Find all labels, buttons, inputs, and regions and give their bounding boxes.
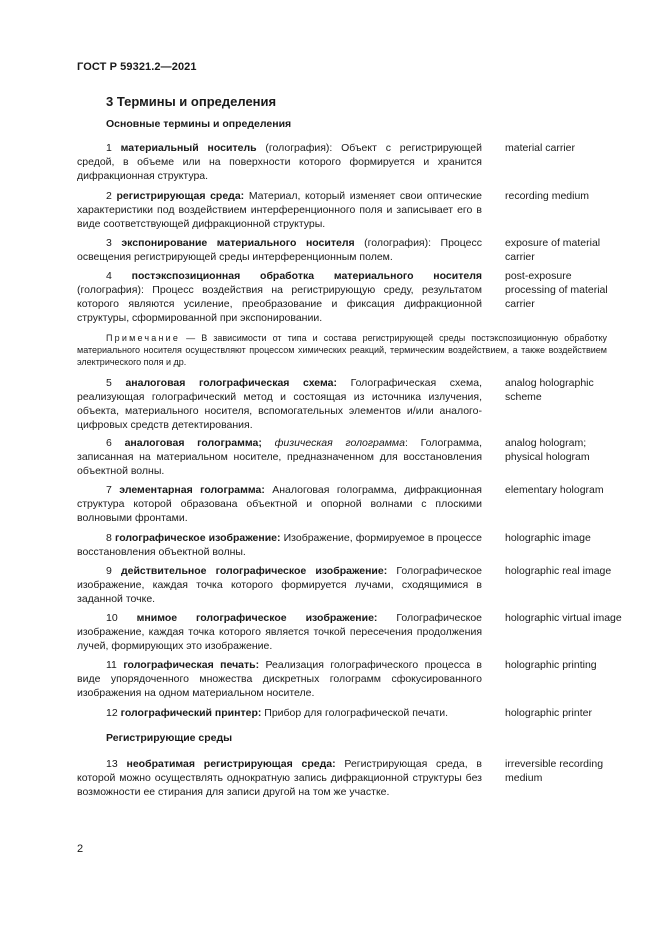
note: Примечание — В зависимости от типа и состава регистрирующей среды постэкспозиционную обработку материального носителя осуществляют процессом химических реакций, термическим воздействием, а также воздействием электрического поля и др.	[77, 333, 607, 367]
term-english: analog holographic scheme	[505, 377, 594, 403]
term-entry: 9 действительное голографическое изображение: Голографическое изображение, каждая точка которого формируется лучами, сходящимися в заданной точке.	[77, 565, 482, 605]
term-english: holographic virtual image	[505, 612, 622, 624]
term-entry: 5 аналоговая голографическая схема: Голографическая схема, реализующая голографический метод и состоящая из источника излучения, объекта, материального носителя, вспомогательных элементов и/или аналого-цифровых средств детектирования.	[77, 377, 482, 431]
term-entry: 12 голографический принтер: Прибор для голографической печати.	[106, 707, 449, 719]
term-english: exposure of material carrier	[505, 237, 601, 263]
term-english: holographic real image	[505, 565, 612, 577]
page-number: 2	[77, 843, 84, 855]
document-header: ГОСТ Р 59321.2—2021	[77, 61, 197, 73]
term-entry: 1 материальный носитель (голография): Объект с регистрирующей средой, в объеме или на поверхности которого формируется и хранится дифракционная структура.	[77, 142, 483, 182]
term-entry: 13 необратимая регистрирующая среда: Регистрирующая среда, в которой можно осуществлять однократную запись дифракционной структуры без возможности ее стирания для записи другой на том же участке.	[77, 758, 482, 798]
term-entry: 7 элементарная голограмма: Аналоговая голограмма, дифракционная структура которой образована объектной и опорной волнами с плоскими волновыми фронтами.	[77, 484, 482, 524]
term-english: irreversible recording medium	[505, 758, 604, 784]
term-english: material carrier	[505, 142, 576, 154]
term-entry: 8 голографическое изображение: Изображение, формируемое в процессе восстановления объектной волны.	[77, 532, 482, 558]
note-label: Примечание	[106, 333, 181, 343]
term-english: analog hologram; physical hologram	[505, 437, 590, 463]
term-english: post-exposure processing of material carrier	[505, 270, 608, 310]
subsection-basic-terms: Основные термины и определения	[106, 118, 292, 130]
subsection-recording-media: Регистрирующие среды	[106, 732, 233, 744]
term-entry: 11 голографическая печать: Реализация голографического процесса в виде упорядоченного множества дискретных голограмм сфокусированного изображения на одном материальном носителе.	[77, 659, 483, 699]
term-english: elementary hologram	[505, 484, 604, 496]
term-english: holographic printing	[505, 659, 597, 671]
term-english: recording medium	[505, 190, 590, 202]
term-entry: 2 регистрирующая среда: Материал, который изменяет свои оптические характеристики под воздействием интерференционного поля и записывает его в виде соответствующей дифракционной структуры.	[77, 190, 483, 230]
term-entry: 10 мнимое голографическое изображение: Голографическое изображение, каждая точка которого является точкой пересечения продолжения лучей, формирующих это изображение.	[77, 612, 483, 652]
term-entry: 4 постэкспозиционная обработка материального носителя (голография): Процесс воздействия на регистрирующую среду, результатом которого являются усиление, преобразование и фиксация дифракционной структуры, сформированной при экспонировании.	[77, 270, 482, 324]
term-english: holographic image	[505, 532, 591, 544]
term-entry: 6 аналоговая голограмма; физическая голограмма: Голограмма, записанная на материальном носителе, предназначенном для восстановления объектной волны.	[77, 437, 482, 477]
term-english: holographic printer	[505, 707, 592, 719]
section-title: 3 Термины и определения	[106, 94, 277, 109]
term-entry: 3 экспонирование материального носителя (голография): Процесс освещения регистрирующей среды интерференционным полем.	[77, 237, 482, 263]
